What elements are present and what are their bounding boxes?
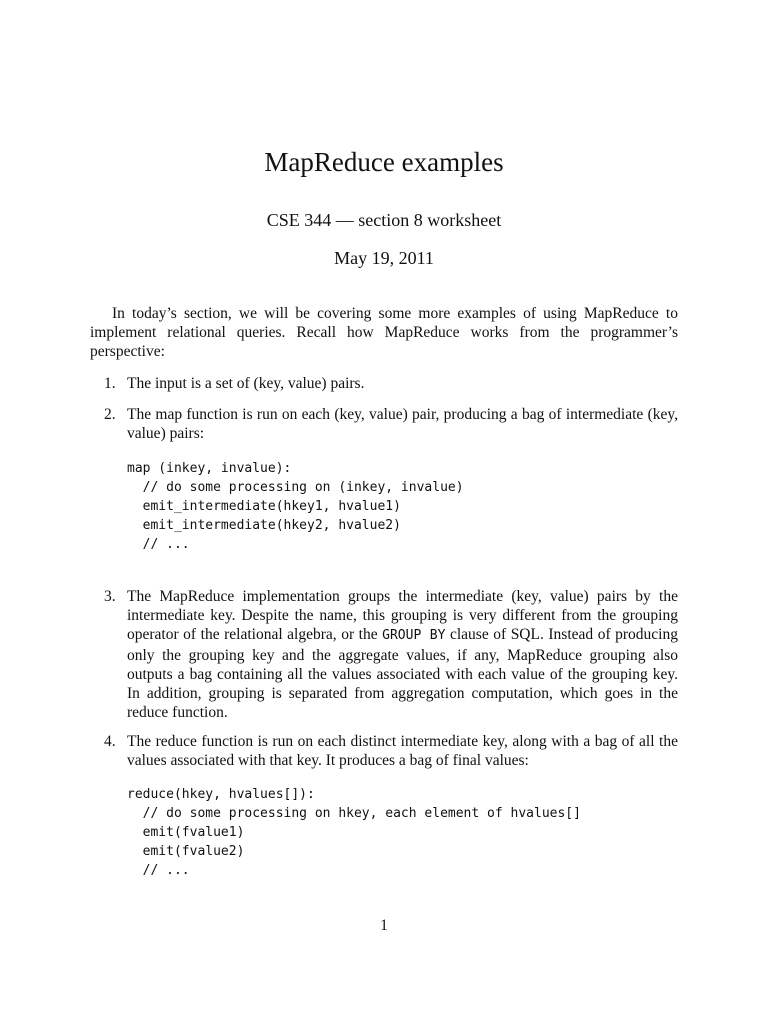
item-3-text-after: clause of SQL. Instead of producing only the grouping key and the aggregate values, if any, MapReduce grouping also outputs a bag containing all the values associated with each value of the grouping key. In addition, grouping is separated from aggregation computation, which goes in the reduce function. xyxy=(127,626,678,722)
reduce-code-block: reduce(hkey, hvalues[]): // do some processing on hkey, each element of hvalues[] emit(fvalue1) emit(fvalue2) // ... xyxy=(127,787,581,878)
list-item-2: The map function is run on each (key, value) pair, producing a bag of intermediate (key, value) pairs: xyxy=(127,406,678,443)
intro-paragraph: In today’s section, we will be covering some more examples of using MapReduce to implement relational queries. Recall how MapReduce works from the programmer’s perspective: xyxy=(90,305,678,361)
document-title: MapReduce examples xyxy=(264,147,504,177)
list-item-4: The reduce function is run on each distinct intermediate key, along with a bag of all the values associated with that key. It produces a bag of final values: xyxy=(127,733,678,770)
map-code-block: map (inkey, invalue): // do some processing on (inkey, invalue) emit_intermediate(hkey1, hvalue1) emit_intermediate(hkey2, hvalue2) // ... xyxy=(127,461,464,552)
list-number-2: 2. xyxy=(104,406,116,423)
list-number-4: 4. xyxy=(104,733,116,750)
group-by-inline-code: GROUP BY xyxy=(382,628,446,644)
list-item-1: The input is a set of (key, value) pairs. xyxy=(127,375,365,392)
list-number-1: 1. xyxy=(104,375,116,392)
document-subtitle: CSE 344 — section 8 worksheet xyxy=(266,210,502,230)
list-item-3 xyxy=(127,587,678,722)
page-number: 1 xyxy=(380,917,388,934)
document-date: May 19, 2011 xyxy=(334,248,434,268)
item-3-text-before: The MapReduce implementation groups the intermediate (key, value) pairs by the intermediate key. Despite the name, this grouping is very different from the grouping operator of the relational algebra, or the xyxy=(127,588,678,644)
list-number-3: 3. xyxy=(104,588,116,605)
